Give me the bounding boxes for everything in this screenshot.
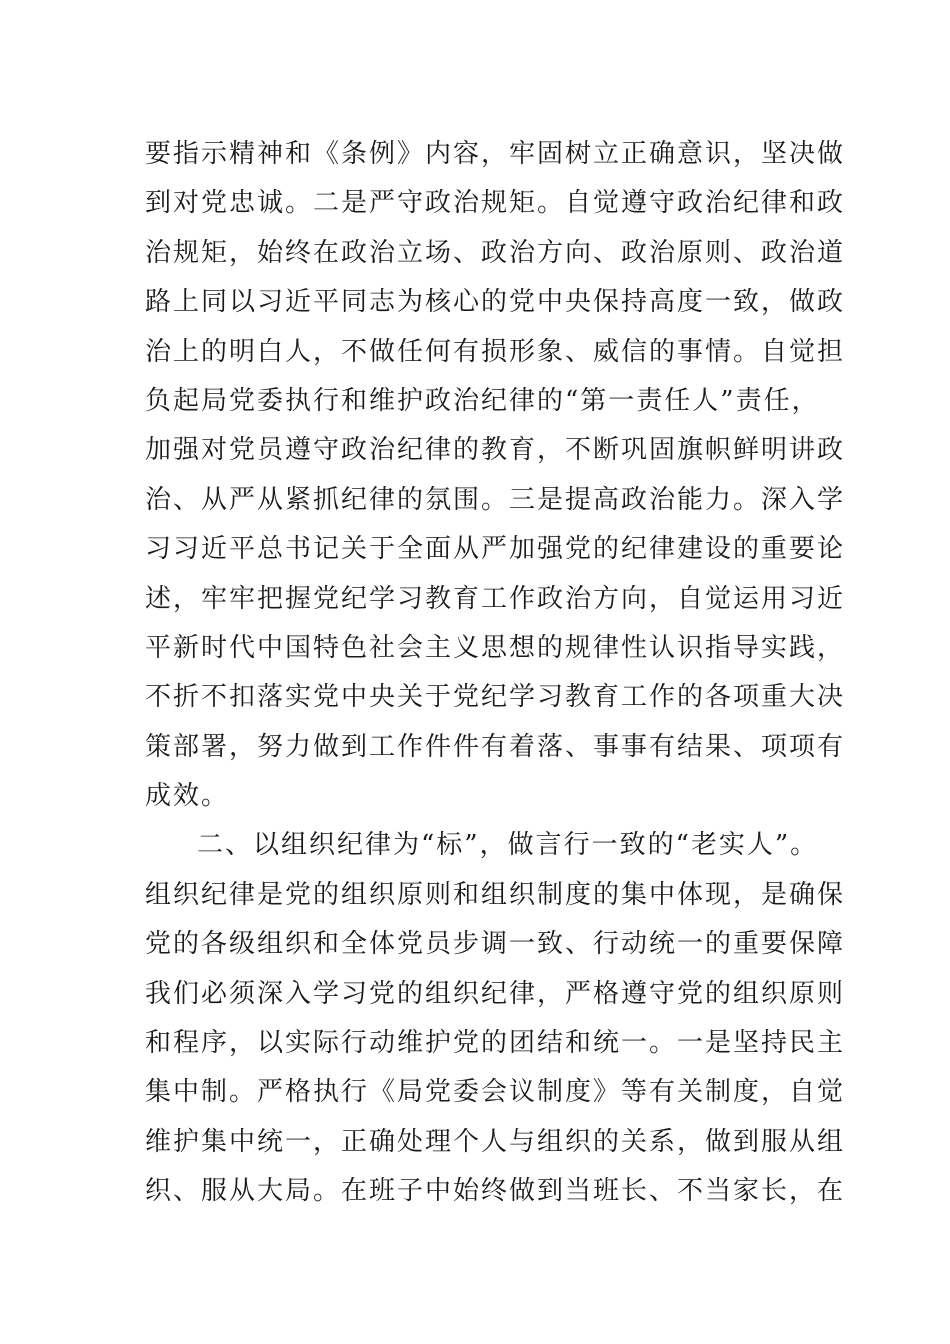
text-line: 平新时代中国特色社会主义思想的规律性认识指导实践，	[145, 632, 846, 663]
text-line: 习习近平总书记关于全面从严加强党的纪律建设的重要论	[145, 534, 846, 565]
text-line: 策部署，努力做到工作件件有着落、事事有结果、项项有	[145, 731, 846, 762]
text-line: 治上的明白人，不做任何有损形象、威信的事情。自觉担	[145, 336, 846, 367]
text-line: 治规矩，始终在政治立场、政治方向、政治原则、政治道	[145, 237, 846, 268]
text-line: 我们必须深入学习党的组织纪律，严格遵守党的组织原则	[145, 978, 846, 1009]
text-line: 和程序，以实际行动维护党的团结和统一。一是坚持民主	[145, 1028, 846, 1059]
text-line: 成效。	[145, 781, 230, 812]
body-text	[145, 130, 846, 1217]
text-line: 述，牢牢把握党纪学习教育工作政治方向，自觉运用习近	[145, 583, 846, 614]
text-line: 党的各级组织和全体党员步调一致、行动统一的重要保障	[145, 929, 846, 960]
text-line: 维护集中统一，正确处理个人与组织的关系，做到服从组	[145, 1126, 846, 1157]
text-line: 到对党忠诚。二是严守政治规矩。自觉遵守政治纪律和政	[145, 188, 846, 219]
text-line: 要指示精神和《条例》内容，牢固树立正确意识，坚决做	[145, 139, 846, 169]
text-line: 负起局党委执行和维护政治纪律的“第一责任人”责任，	[145, 385, 820, 416]
text-line: 路上同以习近平同志为核心的党中央保持高度一致，做政	[145, 287, 846, 318]
text-line: 加强对党员遵守政治纪律的教育，不断巩固旗帜鲜明讲政	[145, 435, 846, 466]
text-line: 不折不扣落实党中央关于党纪学习教育工作的各项重大决	[145, 682, 846, 713]
section-heading: 二、以组织纪律为“标”，做言行一致的“老实人”。	[197, 830, 819, 861]
text-line: 治、从严从紧抓纪律的氛围。三是提高政治能力。深入学	[145, 484, 846, 515]
text-line: 组织纪律是党的组织原则和组织制度的集中体现，是确保	[145, 879, 846, 910]
text-line: 织、服从大局。在班子中始终做到当班长、不当家长，在	[145, 1176, 846, 1207]
text-line: 集中制。严格执行《局党委会议制度》等有关制度，自觉	[145, 1077, 846, 1108]
